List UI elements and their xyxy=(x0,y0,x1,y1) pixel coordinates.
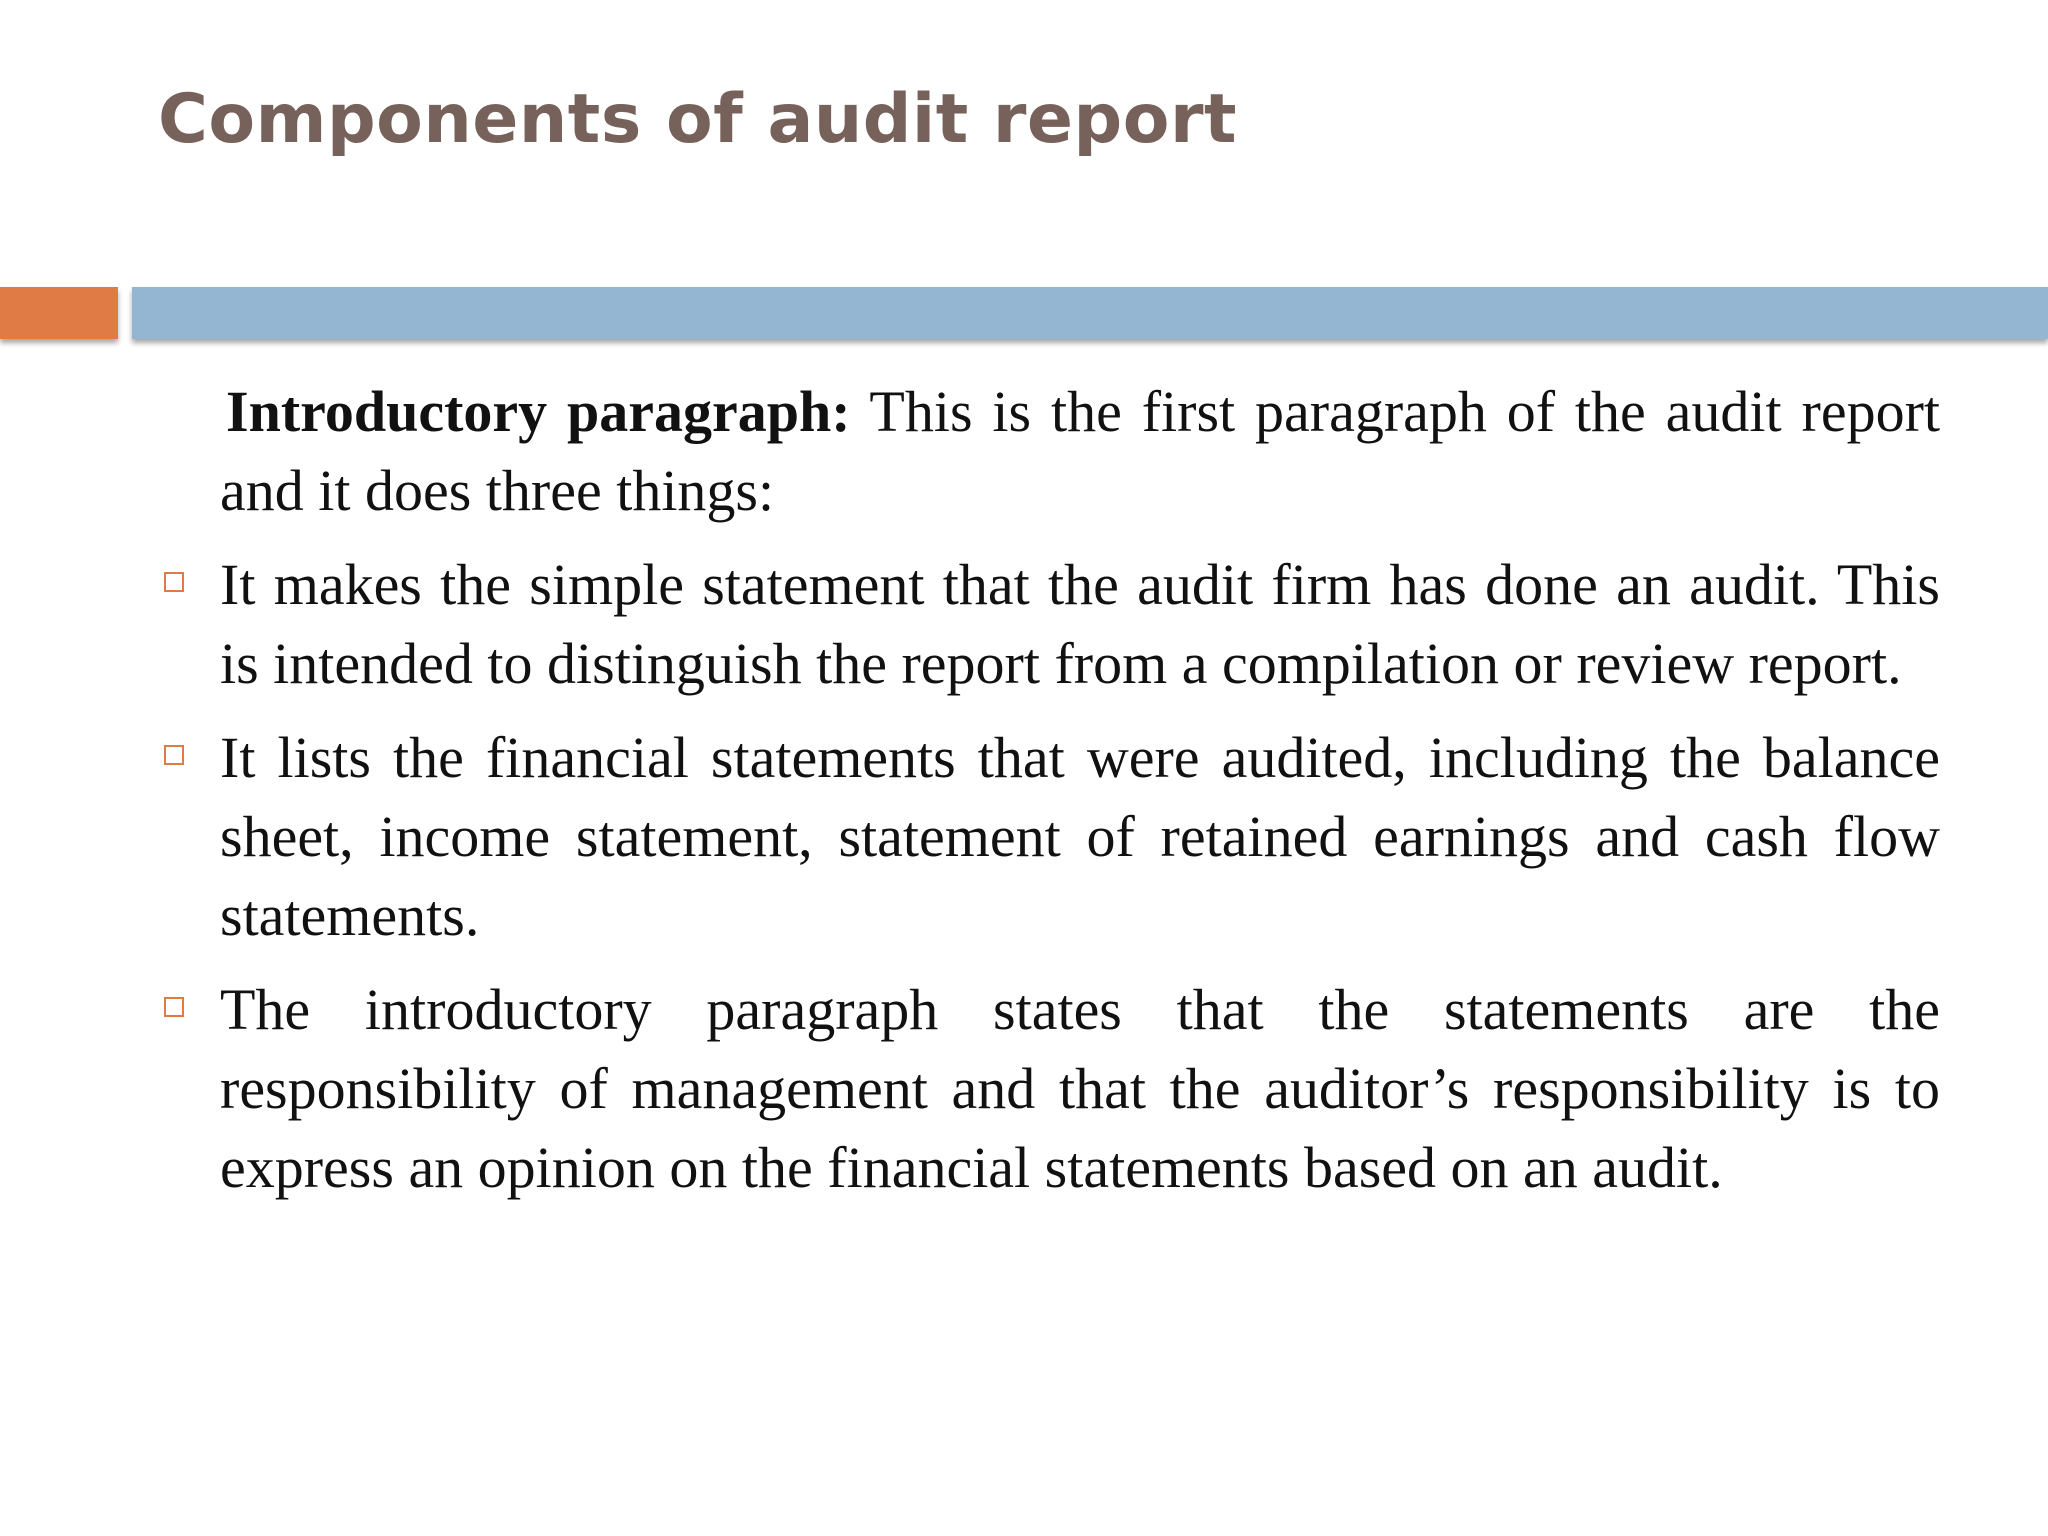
bullet-item xyxy=(158,545,1940,703)
bullet-item xyxy=(158,970,1940,1207)
hollow-square-bullet-icon xyxy=(164,572,184,592)
slide-title: Components of audit report xyxy=(158,80,1237,159)
bullet-text: The introductory paragraph states that the statements are the responsibility of management and that the auditor’s responsibility is to express an opinion on the financial statements based on an audit. xyxy=(220,977,1940,1200)
intro-paragraph xyxy=(158,372,1940,530)
bullet-item xyxy=(158,718,1940,955)
bullet-list xyxy=(158,545,1940,1207)
hollow-square-bullet-icon xyxy=(164,997,184,1017)
hollow-square-bullet-icon xyxy=(164,745,184,765)
intro-label: Introductory paragraph: xyxy=(226,379,851,444)
slide-body xyxy=(158,372,1940,1222)
blue-header-bar xyxy=(132,287,2048,339)
bullet-text: It lists the financial statements that were audited, including the balance sheet, income statement, statement of retained earnings and cash flow statements. xyxy=(220,725,1940,948)
bullet-text: It makes the simple statement that the audit firm has done an audit. This is intended to distinguish the report from a compilation or review report. xyxy=(220,552,1940,696)
orange-accent-bar xyxy=(0,287,118,339)
intro-text: This is the first paragraph of the audit report and it does three things: xyxy=(220,379,1940,523)
